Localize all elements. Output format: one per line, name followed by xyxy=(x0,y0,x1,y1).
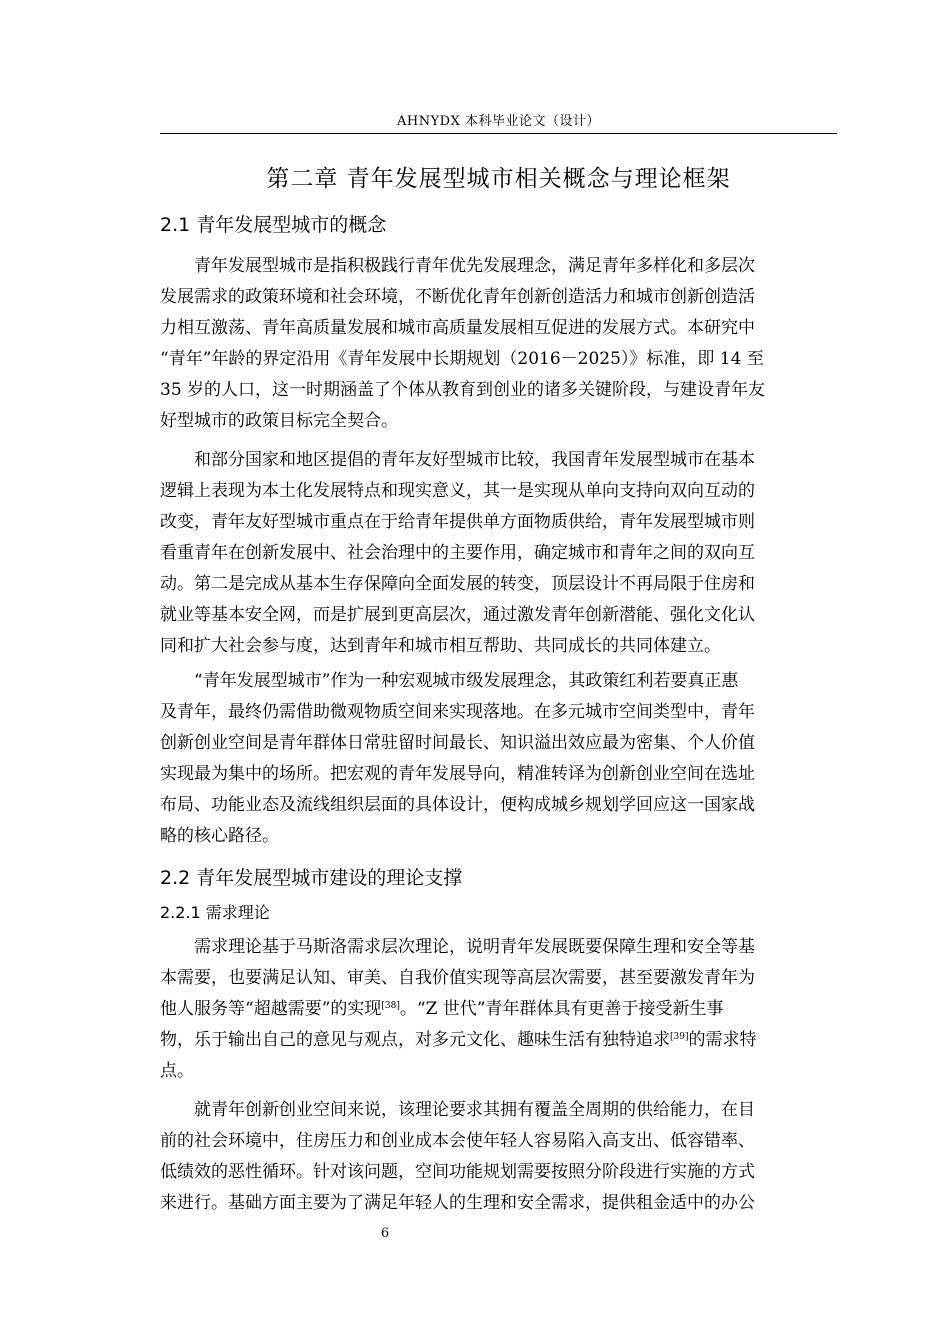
chapter-title: 第二章 青年发展型城市相关概念与理论框架 xyxy=(266,166,731,192)
text-line: 逻辑上表现为本土化发展特点和现实意义，其一是实现从单向支持向双向互动的 xyxy=(160,481,755,501)
section-heading-2-1: 2.1 青年发展型城市的概念 xyxy=(160,214,387,236)
text-line: 本需要，也要满足认知、审美、自我价值实现等高层次需要，甚至要激发青年为 xyxy=(160,968,755,988)
text-line: 动。第二是完成从基本生存保障向全面发展的转变，顶层设计不再局限于住房和 xyxy=(160,574,755,594)
text-line: 来进行。基础方面主要为了满足年轻人的生理和安全需求，提供租金适中的办公 xyxy=(160,1193,755,1213)
text-line: 及青年，最终仍需借助微观物质空间来实现落地。在多元城市空间类型中，青年 xyxy=(160,702,755,722)
subsection-heading-2-2-1: 2.2.1 需求理论 xyxy=(160,903,270,922)
paragraph-2-2-1-1 xyxy=(160,932,837,1087)
text-line: 前的社会环境中，住房压力和创业成本会使年轻人容易陷入高支出、低容错率、 xyxy=(160,1131,755,1151)
paragraph-2-1-3 xyxy=(160,666,837,852)
text-line: 改变，青年友好型城市重点在于给青年提供单方面物质供给，青年发展型城市则 xyxy=(160,512,755,532)
paragraph-2-1-2 xyxy=(160,445,837,662)
text-line: 力相互激荡、青年高质量发展和城市高质量发展相互促进的发展方式。本研究中 xyxy=(160,318,755,338)
text-line: 和部分国家和地区提倡的青年友好型城市比较，我国青年发展型城市在基本 xyxy=(194,450,755,470)
citation-ref-38[interactable]: [38] xyxy=(381,1001,400,1011)
page-number: 6 xyxy=(380,1226,390,1241)
citation-ref-39[interactable]: [39] xyxy=(670,1032,689,1042)
text-line: 同和扩大社会参与度，达到青年和城市相互帮助、共同成长的共同体建立。 xyxy=(160,636,721,656)
text-line: 布局、功能业态及流线组织层面的具体设计，便构成城乡规划学回应这一国家战 xyxy=(160,795,755,815)
header-rule xyxy=(160,133,837,134)
text-run: 。“Z 世代”青年群体具有更善于接受新生事 xyxy=(399,999,724,1019)
text-line: 发展需求的政策环境和社会环境，不断优化青年创新创造活力和城市创新创造活 xyxy=(160,287,755,307)
text-run: 的需求特 xyxy=(688,1030,757,1050)
text-line: 看重青年在创新发展中、社会治理中的主要作用，确定城市和青年之间的双向互 xyxy=(160,543,755,563)
section-heading-2-2: 2.2 青年发展型城市建设的理论支撑 xyxy=(160,867,463,889)
text-line: 就业等基本安全网，而是扩展到更高层次，通过激发青年创新潜能、强化文化认 xyxy=(160,605,755,625)
text-line: 就青年创新创业空间来说，该理论要求其拥有覆盖全周期的供给能力，在目 xyxy=(194,1100,755,1120)
text-run: 他人服务等“超越需要”的实现 xyxy=(160,999,382,1019)
text-line: 35 岁的人口，这一时期涵盖了个体从教育到创业的诸多关键阶段，与建设青年友 xyxy=(160,380,766,400)
text-line: 实现最为集中的场所。把宏观的青年发展导向，精准转译为创新创业空间在选址 xyxy=(160,764,755,784)
paragraph-2-2-1-2 xyxy=(160,1095,837,1219)
text-line: 需求理论基于马斯洛需求层次理论，说明青年发展既要保障生理和安全等基 xyxy=(194,937,755,957)
paragraph-2-1-1 xyxy=(160,251,837,437)
text-line: 好型城市的政策目标完全契合。 xyxy=(160,411,398,431)
text-line: 创新创业空间是青年群体日常驻留时间最长、知识溢出效应最为密集、个人价值 xyxy=(160,733,755,753)
text-line xyxy=(160,994,837,1025)
text-line: “青年”年龄的界定沿用《青年发展中长期规划（2016－2025）》标准，即 14 至 xyxy=(160,349,764,369)
text-line: 点。 xyxy=(160,1061,194,1081)
text-line: 低绩效的恶性循环。针对该问题，空间功能规划需要按照分阶段进行实施的方式 xyxy=(160,1162,755,1182)
text-line: 青年发展型城市是指积极践行青年优先发展理念，满足青年多样化和多层次 xyxy=(194,256,755,276)
running-header: AHNYDX 本科毕业论文（设计） xyxy=(397,114,600,129)
text-line xyxy=(160,1025,837,1056)
text-run: 物，乐于输出自己的意见与观点，对多元文化、趣味生活有独特追求 xyxy=(160,1030,670,1050)
text-line: “青年发展型城市”作为一种宏观城市级发展理念，其政策红利若要真正惠 xyxy=(194,671,739,691)
text-line: 略的核心路径。 xyxy=(160,826,279,846)
